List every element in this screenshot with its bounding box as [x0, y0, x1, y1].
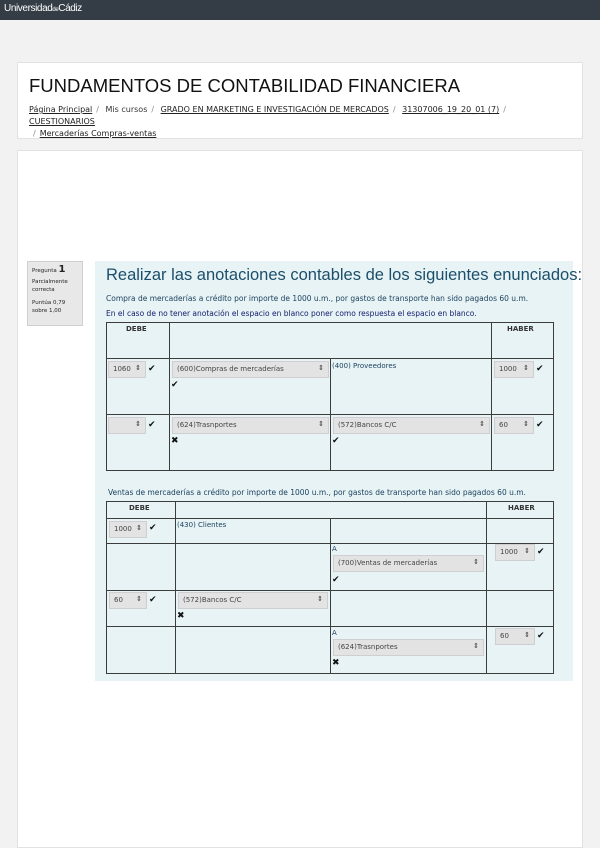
haber-account-select[interactable]: (624)Trasnportes ⇕ [333, 639, 484, 656]
debe-account-select[interactable]: (624)Trasnportes ⇕ [172, 417, 329, 434]
university-logo[interactable]: UniversidaddeCádiz [4, 3, 82, 14]
breadcrumb-course[interactable]: 31307006_19_20_01 (7) [402, 105, 500, 114]
select-caret-icon: ⇕ [317, 595, 323, 603]
a-label: A [332, 545, 337, 553]
correct-check-icon: ✔ [149, 595, 157, 605]
question-info [27, 261, 83, 326]
breadcrumb-my-courses: Mis cursos [105, 105, 148, 114]
incorrect-cross-icon: ✖ [171, 436, 179, 446]
correct-check-icon: ✔ [332, 575, 340, 585]
haber-amount-select[interactable]: 60 ⇕ [494, 417, 534, 434]
question-number: 1 [58, 264, 66, 275]
statement-purchase: Compra de mercaderías a crédito por importe de 1000 u.m., por gastos de transporte han sido pagados 60 u.m. [106, 294, 529, 303]
correct-check-icon: ✔ [332, 436, 340, 446]
debe-header: DEBE [129, 504, 150, 512]
incorrect-cross-icon: ✖ [177, 611, 185, 621]
debe-amount-select[interactable]: 1000 ⇕ [109, 521, 147, 538]
statement-sales: Ventas de mercaderías a crédito por importe de 1000 u.m., por gastos de transporte han sido pagados 60 u.m. [108, 488, 526, 497]
breadcrumb: Página Principal / Mis cursos / GRADO EN MARKETING E INVESTIGACIÓN DE MERCADOS / 31307006_19_20_01 (7) / CUESTIONARIOS / Mercaderías Compras-ventas [29, 105, 506, 138]
breadcrumb-quizzes[interactable]: CUESTIONARIOS [29, 117, 95, 126]
haber-header: HABER [508, 504, 535, 512]
select-caret-icon: ⇕ [524, 631, 530, 639]
select-caret-icon: ⇕ [479, 420, 485, 428]
debe-amount-select[interactable] [108, 417, 146, 434]
correct-check-icon: ✔ [148, 420, 156, 430]
instruction-text: En el caso de no tener anotación el espacio en blanco poner como respuesta el espacio en blanco. [106, 309, 477, 318]
debe-account-select[interactable]: (600)Compras de mercaderías ⇕ [172, 361, 329, 378]
course-title: FUNDAMENTOS DE CONTABILIDAD FINANCIERA [29, 75, 461, 96]
correct-check-icon: ✔ [537, 547, 545, 557]
question-title: Realizar las anotaciones contables de los siguientes enunciados: [106, 266, 583, 284]
correct-check-icon: ✔ [149, 523, 157, 533]
debe-account-select[interactable]: (572)Bancos C/C ⇕ [178, 592, 328, 609]
a-label: A [332, 629, 337, 637]
correct-check-icon: ✔ [171, 380, 179, 390]
select-caret-icon: ⇕ [136, 524, 142, 532]
select-caret-icon: ⇕ [473, 558, 479, 566]
incorrect-cross-icon: ✖ [332, 658, 340, 668]
select-caret-icon: ⇕ [524, 547, 530, 555]
question-label: Pregunta [32, 268, 57, 274]
debe-header: DEBE [126, 325, 147, 333]
haber-account-select[interactable]: (700)Ventas de mercaderías ⇕ [333, 555, 484, 572]
question-content [95, 261, 583, 681]
question-state: Parcialmente correcta [32, 279, 68, 293]
select-caret-icon: ⇕ [318, 364, 324, 372]
select-caret-icon: ⇕ [135, 364, 141, 372]
select-caret-icon: ⇕ [136, 595, 142, 603]
select-caret-icon: ⇕ [473, 642, 479, 650]
breadcrumb-home[interactable]: Página Principal [29, 105, 93, 114]
haber-account-text: (400) Proveedores [332, 362, 397, 370]
question-score: Puntúa 0,79 sobre 1,00 [32, 300, 66, 314]
correct-check-icon: ✔ [148, 364, 156, 374]
select-caret-icon: ⇕ [135, 420, 141, 428]
select-caret-icon: ⇕ [318, 420, 324, 428]
debe-amount-select[interactable]: 1060 ⇕ [108, 361, 146, 378]
haber-account-select[interactable]: (572)Bancos C/C ⇕ [333, 417, 490, 434]
select-caret-icon: ⇕ [523, 364, 529, 372]
correct-check-icon: ✔ [536, 420, 544, 430]
haber-header: HABER [507, 325, 534, 333]
haber-amount-select[interactable]: 60 ⇕ [495, 628, 535, 645]
top-navbar [0, 0, 600, 20]
correct-check-icon: ✔ [537, 631, 545, 641]
select-caret-icon: ⇕ [523, 420, 529, 428]
correct-check-icon: ✔ [536, 364, 544, 374]
breadcrumb-quiz[interactable]: Mercaderías Compras-ventas [39, 129, 157, 138]
breadcrumb-degree[interactable]: GRADO EN MARKETING E INVESTIGACIÓN DE MERCADOS [160, 105, 389, 114]
haber-amount-select[interactable]: 1000 ⇕ [494, 361, 534, 378]
debe-account-text: (430) Clientes [177, 521, 227, 529]
haber-amount-select[interactable]: 1000 ⇕ [495, 544, 535, 561]
debe-amount-select[interactable]: 60 ⇕ [109, 592, 147, 609]
page-header [17, 62, 583, 139]
